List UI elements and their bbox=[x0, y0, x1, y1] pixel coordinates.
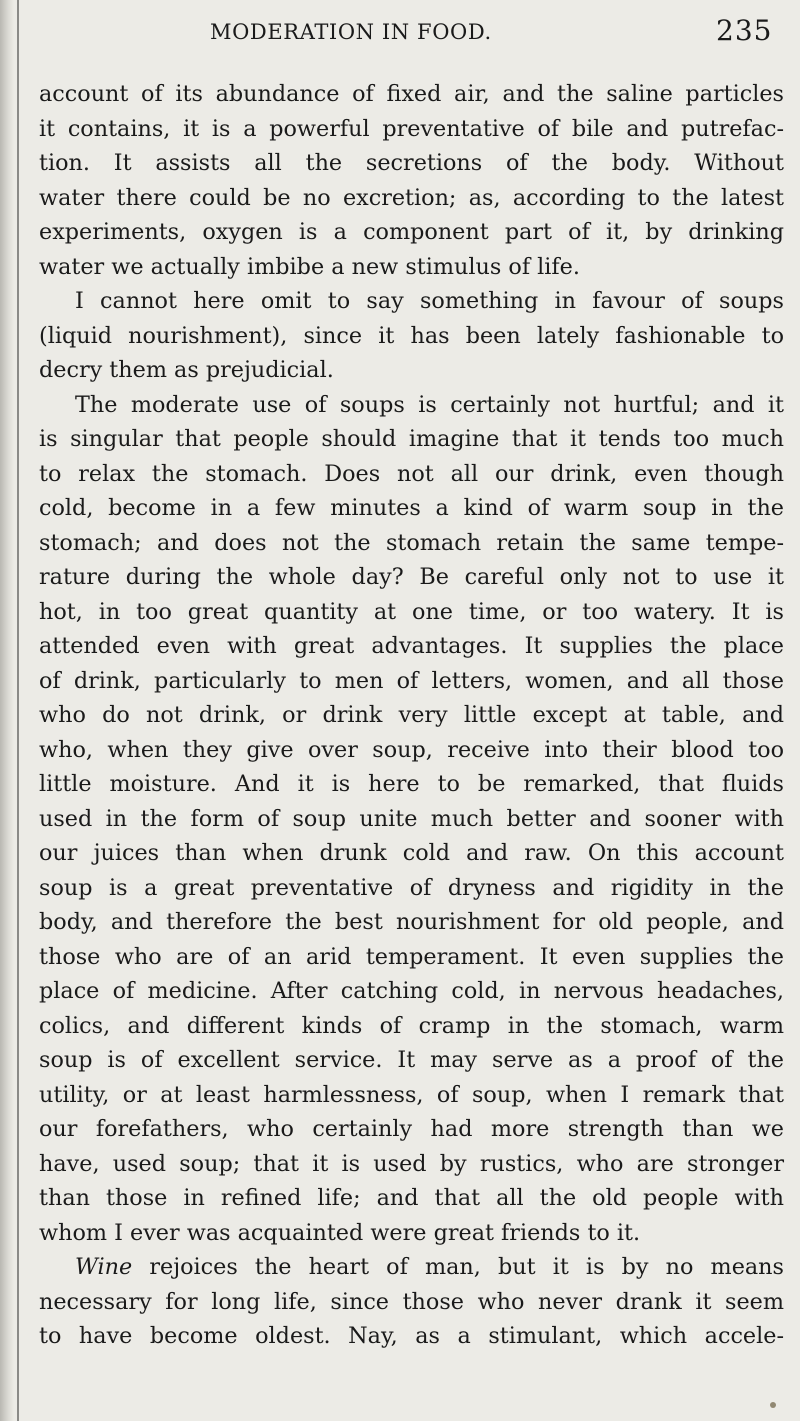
text-line: rature during the whole day? Be careful only not to use it bbox=[39, 564, 784, 590]
text-line: account of its abundance of fixed air, and the saline particles bbox=[39, 81, 784, 107]
paragraph-first-line: I cannot here omit to say something in favour of soups bbox=[75, 288, 784, 314]
text-line: (liquid nourishment), since it has been lately fashionable to bbox=[39, 322, 784, 349]
text-line: colics, and different kinds of cramp in the stomach, warm bbox=[39, 1012, 784, 1039]
text-line: our juices than when drunk cold and raw. On this account bbox=[39, 840, 784, 866]
text-line: tion. It assists all the secretions of the body. Without bbox=[39, 150, 784, 176]
paragraph-first-line: The moderate use of soups is certainly not hurtful; and it bbox=[75, 391, 784, 418]
page-number: 235 bbox=[716, 14, 773, 47]
text-line: whom I ever was acquainted were great friends to it. bbox=[39, 1219, 641, 1246]
text-line: necessary for long life, since those who never drank it seem bbox=[39, 1288, 784, 1315]
text-line: soup is a great preventative of dryness and rigidity in the bbox=[39, 874, 784, 901]
paper-speck bbox=[770, 1402, 776, 1408]
text-line: used in the form of soup unite much better and sooner with bbox=[39, 805, 784, 832]
running-head: MODERATION IN FOOD. bbox=[210, 20, 492, 44]
text-line: decry them as prejudicial. bbox=[39, 357, 334, 383]
text-line: cold, become in a few minutes a kind of warm soup in the bbox=[39, 495, 784, 521]
text-line: little moisture. And it is here to be remarked, that fluids bbox=[39, 771, 784, 797]
text-line: utility, or at least harmlessness, of soup, when I remark that bbox=[39, 1081, 784, 1108]
paragraph-first-line bbox=[39, 1250, 784, 1285]
text-line: attended even with great advantages. It supplies the place bbox=[39, 633, 784, 659]
body-text bbox=[39, 77, 784, 1354]
text-line: our forefathers, who certainly had more strength than we bbox=[39, 1116, 784, 1142]
text-line: water we actually imbibe a new stimulus of life. bbox=[39, 253, 580, 280]
text-line: who do not drink, or drink very little except at table, and bbox=[39, 702, 784, 728]
page-gutter-shadow bbox=[0, 0, 14, 1421]
italic-word-wine: Wine bbox=[75, 1254, 133, 1280]
text-run: rejoices the heart of man, but it is by no means bbox=[132, 1254, 784, 1280]
text-line: it contains, it is a powerful preventative of bile and putrefac- bbox=[39, 115, 784, 142]
text-line: than those in refined life; and that all the old people with bbox=[39, 1185, 784, 1211]
text-line: place of medicine. After catching cold, in nervous headaches, bbox=[39, 978, 784, 1004]
text-line: body, and therefore the best nourishment for old people, and bbox=[39, 909, 784, 935]
text-line: who, when they give over soup, receive into their blood too bbox=[39, 736, 784, 763]
text-line: to have become oldest. Nay, as a stimulant, which accele- bbox=[39, 1323, 784, 1349]
text-line: have, used soup; that it is used by rustics, who are stronger bbox=[39, 1150, 784, 1177]
text-line: stomach; and does not the stomach retain the same tempe- bbox=[39, 529, 784, 556]
text-line: those who are of an arid temperament. It even supplies the bbox=[39, 943, 784, 970]
text-line: of drink, particularly to men of letters, women, and all those bbox=[39, 667, 784, 694]
text-line: water there could be no excretion; as, according to the latest bbox=[39, 184, 784, 211]
text-line: is singular that people should imagine that it tends too much bbox=[39, 426, 784, 452]
page-header bbox=[0, 14, 800, 54]
text-line: hot, in too great quantity at one time, or too watery. It is bbox=[39, 598, 784, 625]
text-line: experiments, oxygen is a component part of it, by drinking bbox=[39, 219, 784, 245]
text-line: soup is of excellent service. It may serve as a proof of the bbox=[39, 1047, 784, 1073]
text-line: to relax the stomach. Does not all our drink, even though bbox=[39, 460, 784, 487]
margin-rule bbox=[17, 0, 19, 1421]
